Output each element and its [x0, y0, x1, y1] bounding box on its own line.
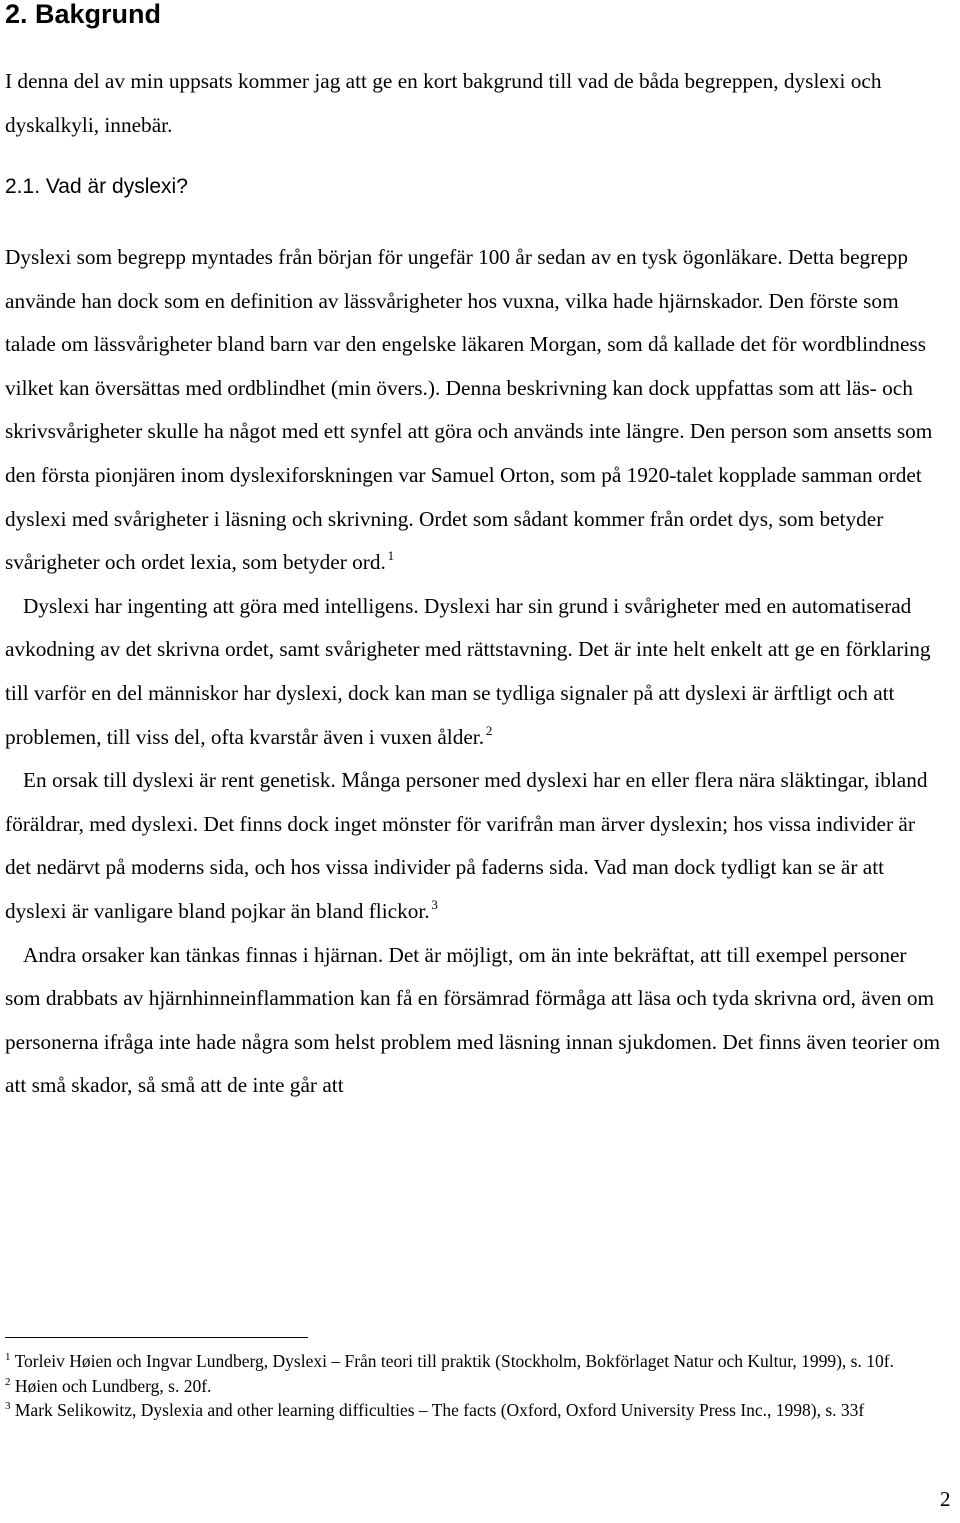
- footnote-number: 1: [5, 1351, 11, 1363]
- footnote-reference: 1: [387, 548, 395, 564]
- paragraph-3: [5, 759, 940, 933]
- paragraph-text: Dyslexi har ingenting att göra med intelligens. Dyslexi har sin grund i svårigheter med en automatiserad avkodning av det skrivna ordet, samt svårigheter med rättstavning. Det är inte helt enkelt att ge en förklaring till varför en del människor har dyslexi, dock kan man se tydliga signaler på att dyslexi är ärftligt och att problemen, till viss del, ofta kvarstår även i vuxen ålder.: [5, 593, 931, 749]
- paragraph-text: En orsak till dyslexi är rent genetisk. Många personer med dyslexi har en eller flera nära släktingar, ibland föräldrar, med dyslexi. Det finns dock inget mönster för varifrån man ärver dyslexin; hos vissa individer är det nedärvt på moderns sida, och hos vissa individer på faderns sida. Vad man dock tydligt kan se är att dyslexi är vanligare bland pojkar än bland flickor.: [5, 768, 928, 923]
- footnote-text: Torleiv Høien och Ingvar Lundberg, Dyslexi – Från teori till praktik (Stockholm, Bokförlaget Natur och Kultur, 1999), s. 10f.: [14, 1351, 894, 1371]
- footnote-1: [5, 1349, 935, 1374]
- subsection-body: [5, 236, 940, 1108]
- intro-paragraph: I denna del av min uppsats kommer jag att ge en kort bakgrund till vad de båda begreppen, dyslexi och dyskalkyli, innebär.: [5, 69, 882, 137]
- paragraph-2: [5, 585, 940, 759]
- paragraph-1: [5, 236, 940, 585]
- footnote-number: 2: [5, 1375, 11, 1388]
- footnote-text: Mark Selikowitz, Dyslexia and other learning difficulties – The facts (Oxford, Oxford University Press Inc., 1998), s. 33f: [14, 1400, 865, 1420]
- paragraph-text: Dyslexi som begrepp myntades från början för ungefär 100 år sedan av en tysk ögonläkare. Detta begrepp använde han dock som en definition av lässvårigheter hos vuxna, vilka hade hjärnskador. Den förste som talade om lässvårigheter bland barn var den engelske läkaren Morgan, som då kallade det för wordblindness vilket kan översättas med ordblindhet (min övers.). Denna beskrivning kan dock uppfattas som att läs- och skrivsvårigheter skulle ha något med ett synfel att göra och används inte längre. Den person som ansetts som den första pionjären inom dyslexiforskningen var Samuel Orton, som på 1920-talet kopplade samman ordet dyslexi med svårigheter i läsning och skrivning. Ordet som sådant kommer från ordet dys, som betyder svårigheter och ordet lexia, som betyder ord.: [5, 245, 933, 575]
- section-heading: 2. Bakgrund: [5, 0, 162, 29]
- paragraph-text: Andra orsaker kan tänkas finnas i hjärnan. Det är möjligt, om än inte bekräftat, att till exempel personer som drabbats av hjärnhinneinflammation kan få en försämrad förmåga att läsa och tyda skrivna ord, även om personerna ifråga inte hade några som helst problem med läsning innan sjukdomen. Det finns även teorier om att små skador, så små att de inte går att: [5, 942, 941, 1098]
- footnote-reference: 2: [485, 722, 493, 738]
- footnotes: [5, 1349, 935, 1423]
- footnote-text: Høien och Lundberg, s. 20f.: [14, 1375, 212, 1396]
- paragraph-4: [5, 934, 940, 1108]
- footnote-3: [5, 1398, 935, 1423]
- footnote-number: 3: [5, 1400, 11, 1412]
- footnote-reference: 3: [431, 896, 438, 912]
- page-number: 2: [940, 1487, 951, 1511]
- subsection-heading: 2.1. Vad är dyslexi?: [5, 175, 188, 198]
- footnote-divider: [5, 1337, 308, 1338]
- footnote-2: [5, 1374, 935, 1399]
